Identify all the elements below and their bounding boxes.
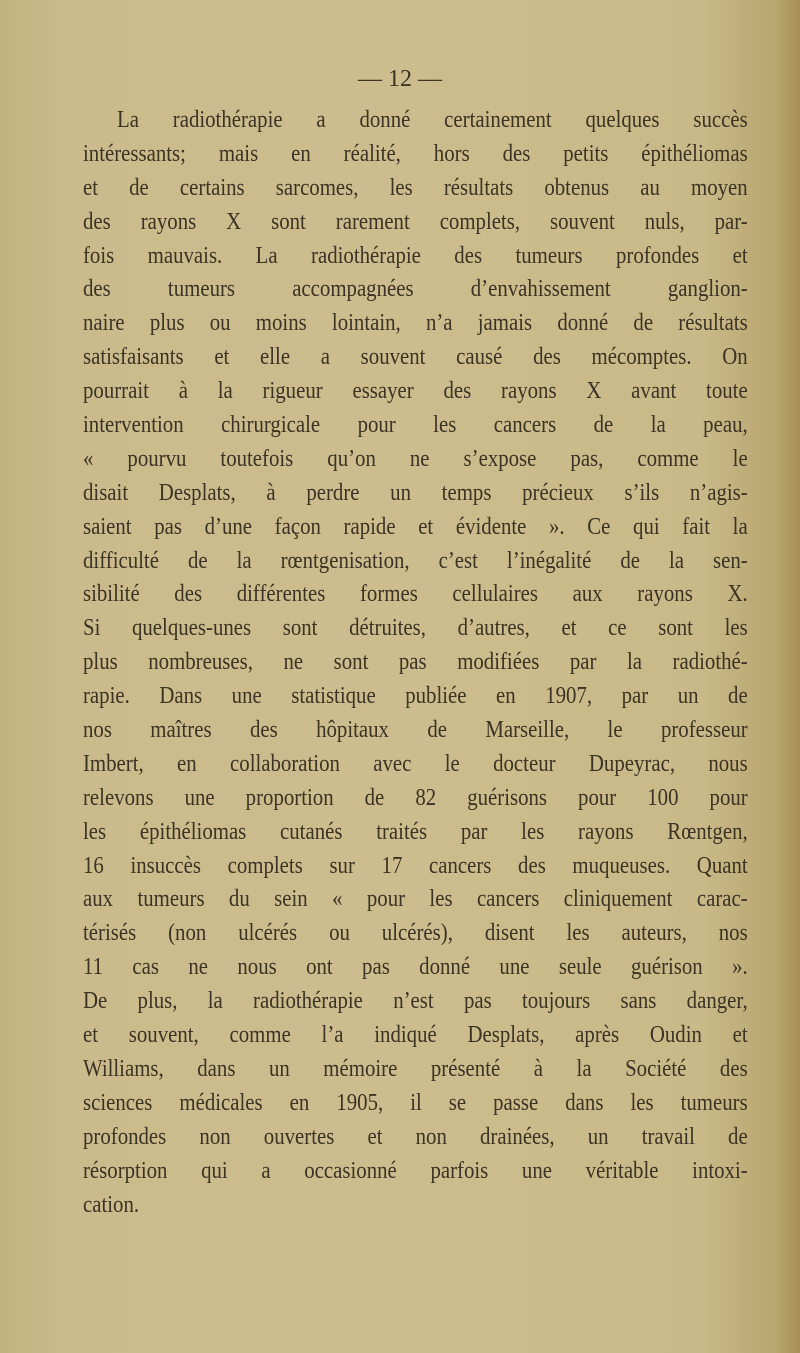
text-line: rapie. Dans une statistique publiée en 1907, par un de xyxy=(83,682,748,710)
text-line: Williams, dans un mémoire présenté à la Société des xyxy=(83,1054,748,1082)
text-line: nos maîtres des hôpitaux de Marseille, le professeur xyxy=(83,716,748,744)
text-line: saient pas d’une façon rapide et évidente ». Ce qui fait la xyxy=(83,512,748,540)
text-line: « pourvu toutefois qu’on ne s’expose pas, comme le xyxy=(83,444,748,472)
page-number: — 12 — xyxy=(358,66,442,92)
text-line: plus nombreuses, ne sont pas modifiées par la radiothé- xyxy=(83,648,748,676)
text-line: satisfaisants et elle a souvent causé des mécomptes. On xyxy=(83,343,748,371)
text-line: et de certains sarcomes, les résultats obtenus au moyen xyxy=(83,173,748,201)
text-line: 11 cas ne nous ont pas donné une seule guérison ». xyxy=(83,953,748,981)
text-line: fois mauvais. La radiothérapie des tumeurs profondes et xyxy=(83,241,748,269)
text-line: profondes non ouvertes et non drainées, un travail de xyxy=(83,1122,748,1150)
text-line: les épithéliomas cutanés traités par les rayons Rœntgen, xyxy=(83,817,748,845)
text-line: 16 insuccès complets sur 17 cancers des muqueuses. Quant xyxy=(83,851,748,879)
text-line: intéressants; mais en réalité, hors des petits épithéliomas xyxy=(83,139,748,167)
text-line: cation. xyxy=(83,1190,140,1218)
text-line: résorption qui a occasionné parfois une véritable intoxi- xyxy=(83,1156,748,1184)
text-line: intervention chirurgicale pour les cancers de la peau, xyxy=(83,411,748,439)
text-line: disait Desplats, à perdre un temps précieux s’ils n’agis- xyxy=(83,478,748,506)
text-line: relevons une proportion de 82 guérisons pour 100 pour xyxy=(83,783,748,811)
text-line: aux tumeurs du sein « pour les cancers cliniquement carac- xyxy=(83,885,748,913)
text-line: sciences médicales en 1905, il se passe dans les tumeurs xyxy=(83,1088,748,1116)
text-line: pourrait à la rigueur essayer des rayons X avant toute xyxy=(83,377,748,405)
text-line: sibilité des différentes formes cellulaires aux rayons X. xyxy=(83,580,748,608)
text-line: naire plus ou moins lointain, n’a jamais donné de résultats xyxy=(83,309,748,337)
text-line: La radiothérapie a donné certainement quelques succès xyxy=(117,106,748,133)
text-line: et souvent, comme l’a indiqué Desplats, après Oudin et xyxy=(83,1021,748,1049)
text-line: Imbert, en collaboration avec le docteur Dupeyrac, nous xyxy=(83,749,748,777)
text-line: Si quelques-unes sont détruites, d’autres, et ce sont les xyxy=(83,614,748,642)
text-line: De plus, la radiothérapie n’est pas toujours sans danger, xyxy=(83,987,748,1015)
text-line: des tumeurs accompagnées d’envahissement ganglion- xyxy=(83,275,748,303)
text-line: térisés (non ulcérés ou ulcérés), disent les auteurs, nos xyxy=(83,919,748,947)
text-line: difficulté de la rœntgenisation, c’est l’inégalité de la sen- xyxy=(83,546,748,574)
text-line: des rayons X sont rarement complets, souvent nuls, par- xyxy=(83,207,748,235)
body-paragraph xyxy=(83,103,748,1221)
